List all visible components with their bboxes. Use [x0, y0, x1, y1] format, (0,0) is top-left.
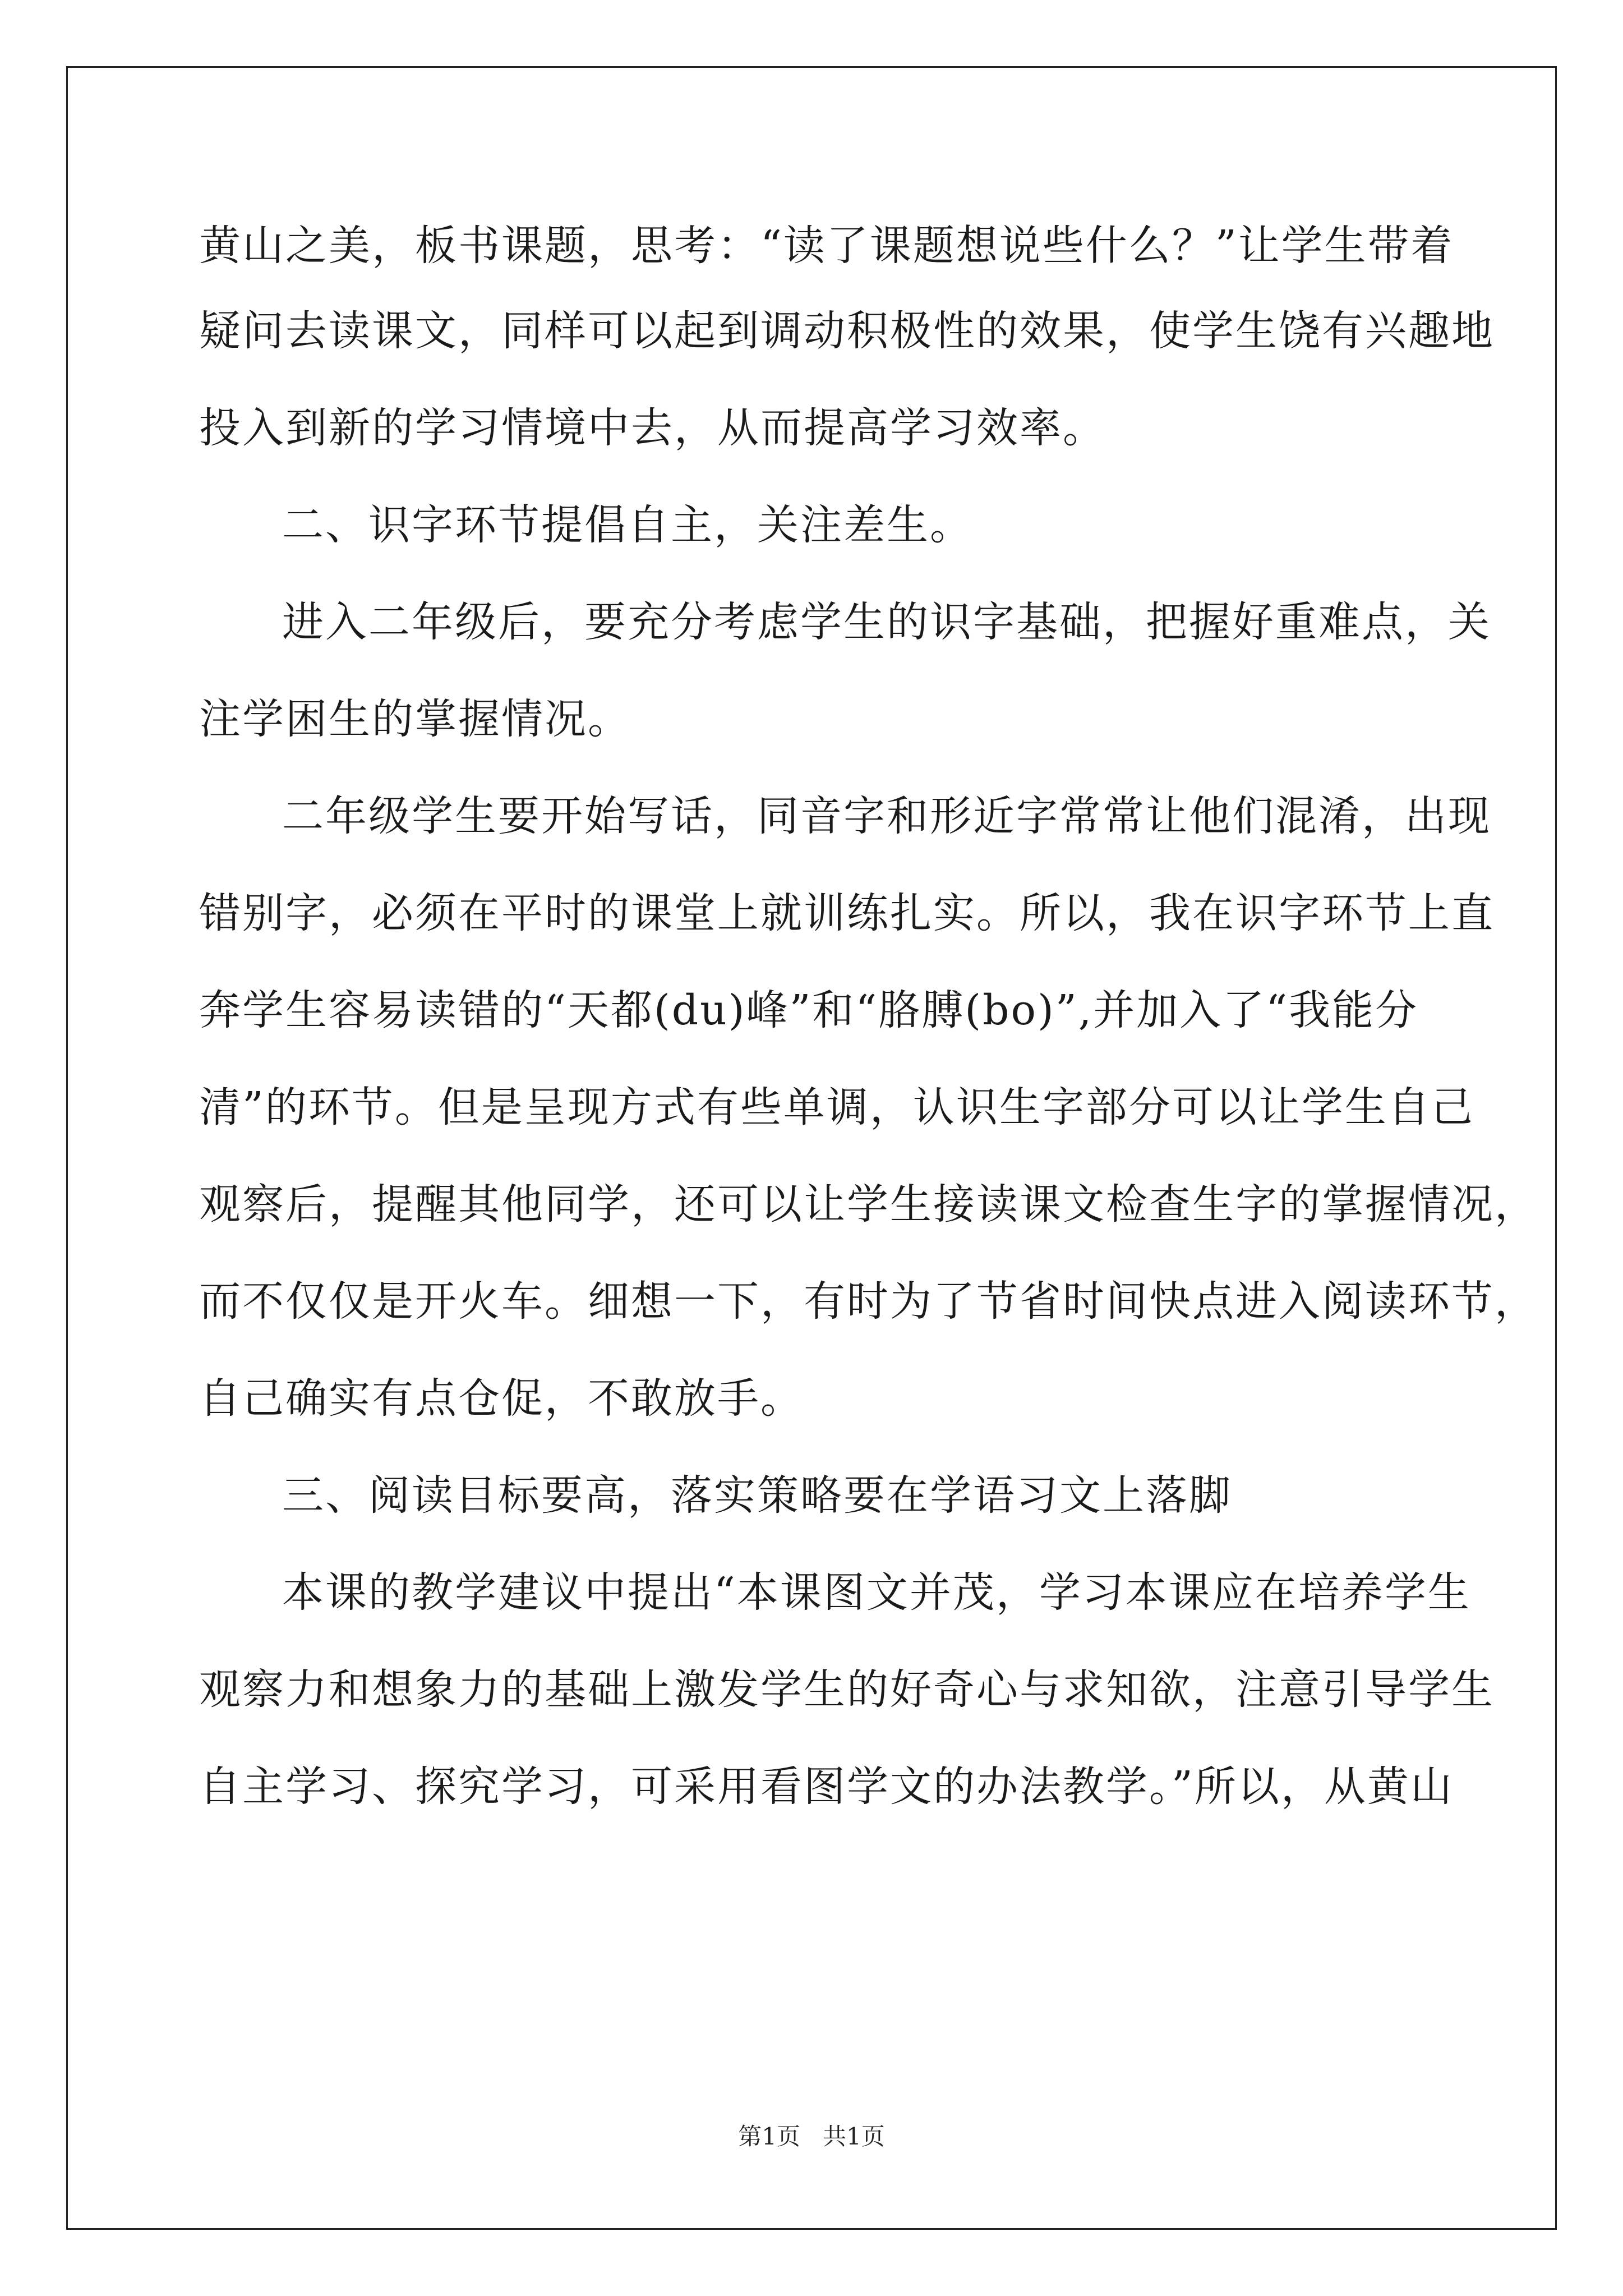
- text-line: 自主学习、探究学习，可采用看图学文的办法教学。”所以，从黄山: [199, 1763, 1454, 1811]
- page-total: 共1页: [823, 2123, 885, 2150]
- text-line: 错别字，必须在平时的课堂上就训练扎实。所以，我在识字环节上直: [199, 889, 1495, 937]
- page-number: 第1页: [738, 2123, 800, 2150]
- text-line: 奔学生容易读错的“天都(du)峰”和“胳膊(bo)”,并加入了“我能分: [199, 986, 1419, 1034]
- text-line: 观察力和想象力的基础上激发学生的好奇心与求知欲，注意引导学生: [199, 1665, 1495, 1714]
- page-footer: [0, 2123, 1623, 2151]
- text-line: 疑问去读课文，同样可以起到调动积极性的效果，使学生饶有兴趣地: [199, 307, 1495, 355]
- paragraph-start: 二年级学生要开始写话，同音字和形近字常常让他们混淆，出现: [282, 792, 1491, 840]
- paragraph-start: 本课的教学建议中提出“本课图文并茂，学习本课应在培养学生: [282, 1568, 1471, 1617]
- paragraph-start: 进入二年级后，要充分考虑学生的识字基础，把握好重难点，关: [282, 598, 1491, 646]
- text-line: 观察后，提醒其他同学，还可以让学生接读课文检查生字的掌握情况，: [199, 1180, 1538, 1228]
- text-line: 投入到新的学习情境中去，从而提高学习效率。: [199, 404, 1106, 452]
- text-line: 注学困生的掌握情况。: [199, 695, 631, 743]
- section-heading: 二、识字环节提倡自主，关注差生。: [282, 501, 973, 549]
- document-body: [199, 209, 1538, 1835]
- text-line: 而不仅仅是开火车。细想一下，有时为了节省时间快点进入阅读环节，: [199, 1277, 1538, 1326]
- section-heading: 三、阅读目标要高，落实策略要在学语习文上落脚: [282, 1471, 1232, 1520]
- text-line: 黄山之美，板书课题，思考：“读了课题想说些什么？”让学生带着: [199, 222, 1454, 270]
- text-line: 清”的环节。但是呈现方式有些单调，认识生字部分可以让学生自己: [199, 1083, 1474, 1131]
- text-line: 自己确实有点仓促，不敢放手。: [199, 1374, 804, 1423]
